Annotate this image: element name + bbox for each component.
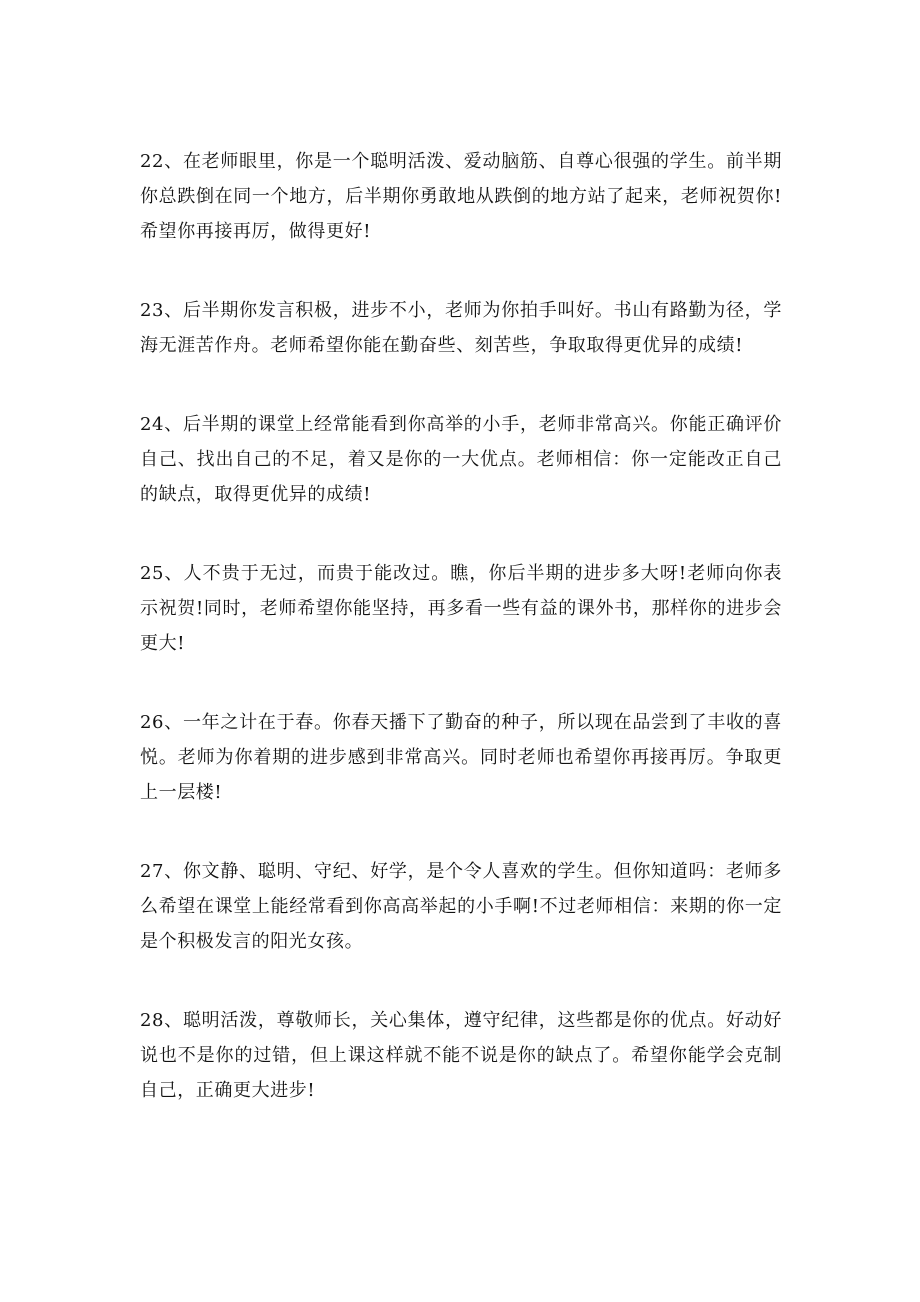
paragraph-27: 27、你文静、聪明、守纪、好学，是个令人喜欢的学生。但你知道吗：老师多么希望在课堂上能经常看到你高高举起的小手啊!不过老师相信：来期的你一定是个积极发言的阳光女孩。	[140, 861, 782, 952]
paragraph-26: 26、一年之计在于春。你春天播下了勤奋的种子，所以现在品尝到了丰收的喜悦。老师为你着期的进步感到非常高兴。同时老师也希望你再接再厉。争取更上一层楼!	[140, 712, 782, 803]
paragraph-25: 25、人不贵于无过，而贵于能改过。瞧，你后半期的进步多大呀!老师向你表示祝贺!同时，老师希望你能坚持，再多看一些有益的课外书，那样你的进步会更大!	[140, 563, 782, 654]
document-body	[140, 144, 782, 1152]
paragraph-23: 23、后半期你发言积极，进步不小，老师为你拍手叫好。书山有路勤为径，学海无涯苦作舟。老师希望你能在勤奋些、刻苦些，争取取得更优异的成绩!	[140, 300, 782, 356]
paragraph-24: 24、后半期的课堂上经常能看到你高举的小手，老师非常高兴。你能正确评价自己、找出自己的不足，着又是你的一大优点。老师相信：你一定能改正自己的缺点，取得更优异的成绩!	[140, 414, 782, 505]
paragraph-22: 22、在老师眼里，你是一个聪明活泼、爱动脑筋、自尊心很强的学生。前半期你总跌倒在同一个地方，后半期你勇敢地从跌倒的地方站了起来，老师祝贺你!希望你再接再厉，做得更好!	[140, 151, 782, 242]
paragraph-28: 28、聪明活泼，尊敬师长，关心集体，遵守纪律，这些都是你的优点。好动好说也不是你的过错，但上课这样就不能不说是你的缺点了。希望你能学会克制自己，正确更大进步!	[140, 1010, 782, 1101]
